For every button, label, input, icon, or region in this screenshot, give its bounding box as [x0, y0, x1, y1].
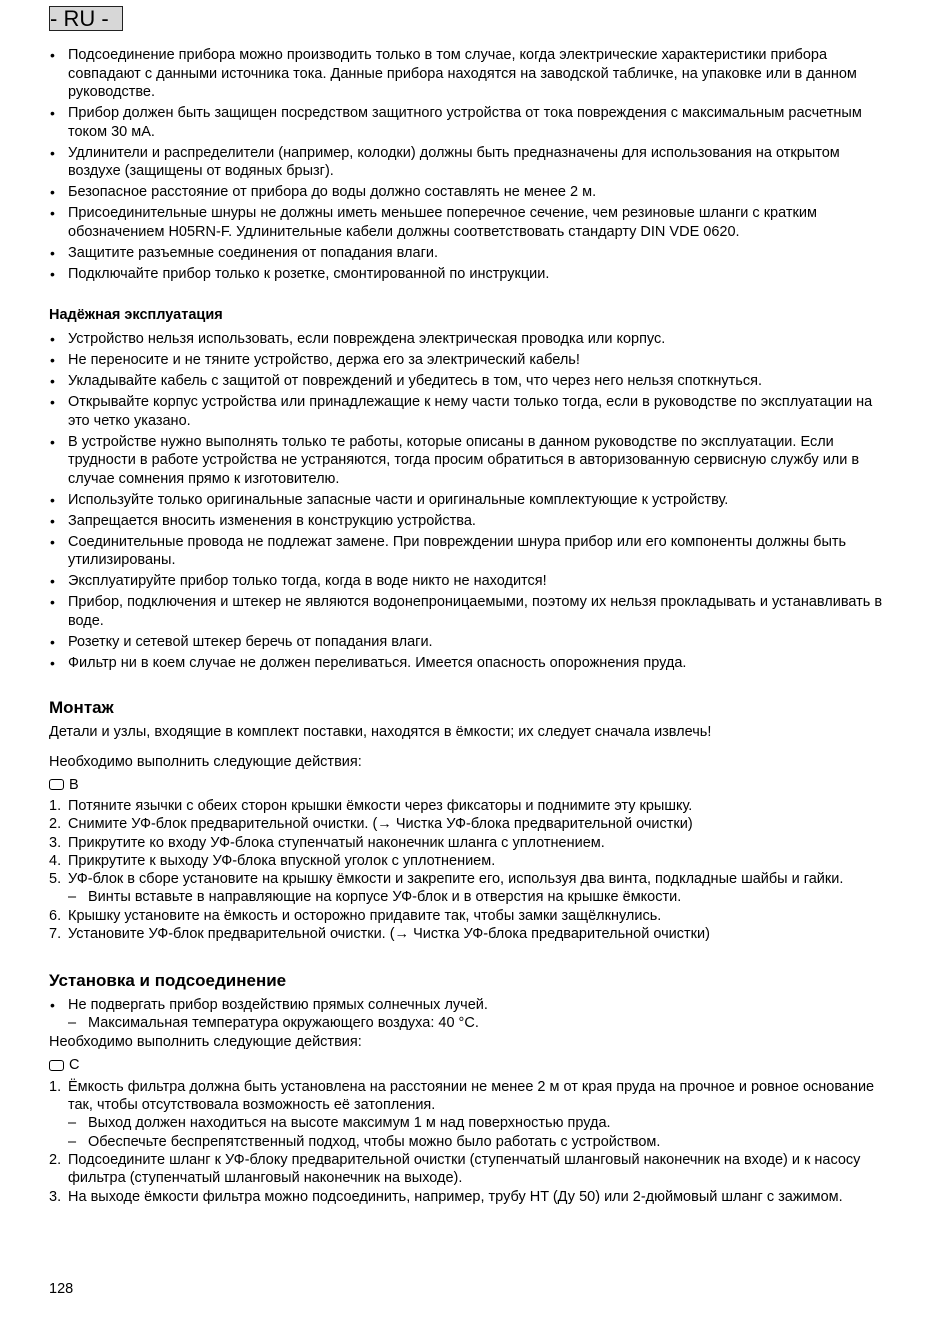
step-item: [49, 815, 894, 833]
step-text: На выходе ёмкости фильтра можно подсоединить, например, трубу HT (Ду 50) или 2-дюймовый шланг с зажимом.: [68, 1188, 843, 1205]
step-text: Ёмкость фильтра должна быть установлена на расстоянии не менее 2 м от края пруда на прочное и ровное основание так, чтобы отсутствовала возможность её затопления.: [68, 1078, 875, 1113]
step-number: 1.: [49, 798, 62, 814]
list-item: • Подсоединение прибора можно производить только в том случае, когда электрические характеристики прибора совпадают с данными источника тока. Данные прибора находятся на заводской табличке, на упаковке или в данном руководстве.: [49, 46, 894, 102]
list-item: • Используйте только оригинальные запасные части и оригинальные комплектующие к устройству.: [49, 491, 894, 510]
assembly-steps: [49, 797, 894, 944]
step-number: 5.: [49, 871, 62, 888]
assembly-steps-intro: Необходимо выполнить следующие действия:: [49, 754, 362, 770]
operation-list: [49, 330, 894, 672]
operation-heading: Надёжная эксплуатация: [49, 307, 223, 323]
step-number: 7.: [49, 926, 62, 943]
assembly-intro: Детали и узлы, входящие в комплект поставки, находятся в ёмкости; их следует сначала извлечь!: [49, 723, 712, 740]
list-item: • Подключайте прибор только к розетке, смонтированной по инструкции.: [49, 265, 894, 284]
step-item: [49, 1188, 894, 1206]
safety-list: [49, 46, 894, 283]
step-item: [49, 1151, 894, 1188]
list-item: • Присоединительные шнуры не должны иметь меньшее поперечное сечение, чем резиновые шланги с кратким обозначением H05RN-F. Удлинительные кабели должны соответствовать стандарту DIN VDE 0620.: [49, 204, 894, 241]
step-number: 4.: [49, 852, 62, 869]
install-list: [49, 996, 894, 1015]
step-item: [49, 852, 894, 870]
step-sub-item: – Выход должен находиться на высоте максимум 1 м над поверхностью пруда.: [49, 1114, 894, 1133]
list-item: • Прибор должен быть защищен посредством защитного устройства от тока повреждения с максимальным расчетным током 30 мА.: [49, 104, 894, 141]
install-steps-intro: Необходимо выполнить следующие действия:: [49, 1033, 362, 1050]
step-item: [49, 925, 894, 943]
step-text: Крышку установите на ёмкость и осторожно придавите так, чтобы замки защёлкнулись.: [68, 907, 662, 924]
step-text: УФ-блок в сборе установите на крышку ёмкости и закрепите его, используя два винта, подкладные шайбы и гайки.: [68, 871, 844, 888]
install-heading: Установка и подсоединение: [49, 970, 287, 990]
list-item: • Запрещается вносить изменения в конструкцию устройства.: [49, 512, 894, 531]
page-number: 128: [49, 1281, 74, 1297]
sub-item: – Максимальная температура окружающего воздуха: 40 °C.: [49, 1014, 894, 1033]
language-tag: - RU -: [49, 6, 123, 31]
install-steps: [49, 1078, 894, 1206]
list-item: • Не переносите и не тяните устройство, держа его за электрический кабель!: [49, 351, 894, 370]
list-item: • Соединительные провода не подлежат замене. При повреждении шнура прибор или его компоненты должны быть утилизированы.: [49, 533, 894, 570]
step-number: 2.: [49, 816, 62, 833]
figure-icon: [49, 779, 64, 790]
list-item: • Эксплуатируйте прибор только тогда, когда в воде никто не находится!: [49, 572, 894, 591]
step-number: 3.: [49, 834, 62, 851]
step-item: [49, 797, 894, 815]
figure-label: B: [69, 776, 79, 793]
list-item: • Фильтр ни в коем случае не должен переливаться. Имеется опасность опорожнения пруда.: [49, 654, 894, 673]
step-text: Прикрутите ко входу УФ-блока ступенчатый наконечник шланга с уплотнением.: [68, 834, 605, 851]
list-item: • Удлинители и распределители (например, колодки) должны быть предназначены для использования на открытом воздухе (защищены от водяных брызг).: [49, 144, 894, 181]
list-item: • Розетку и сетевой штекер беречь от попадания влаги.: [49, 633, 894, 652]
step-number: 3.: [49, 1188, 62, 1205]
step-item: [49, 1078, 894, 1152]
list-item: • Безопасное расстояние от прибора до воды должно составлять не менее 2 м.: [49, 183, 894, 202]
list-item: • Устройство нельзя использовать, если повреждена электрическая проводка или корпус.: [49, 330, 894, 349]
list-item: • Открывайте корпус устройства или принадлежащие к нему части только тогда, если в руководстве по эксплуатации на это четко указано.: [49, 393, 894, 430]
figure-reference: [49, 1056, 894, 1075]
step-item: [49, 870, 894, 907]
step-text: Установите УФ-блок предварительной очистки. (→ Чистка УФ-блока предварительной очистки): [68, 926, 710, 943]
assembly-heading: Монтаж: [49, 697, 114, 717]
figure-icon: [49, 1060, 64, 1071]
step-number: 2.: [49, 1152, 62, 1169]
step-sub-item: – Обеспечьте беспрепятственный подход, чтобы можно было работать с устройством.: [49, 1133, 894, 1152]
step-item: [49, 907, 894, 925]
list-item: • Прибор, подключения и штекер не являются водонепроницаемыми, поэтому их нельзя прокладывать и устанавливать в воде.: [49, 593, 894, 630]
step-text: Подсоедините шланг к УФ-блоку предварительной очистки (ступенчатый шланговый наконечник на входе) и к насосу фильтра (ступенчатый шланговый наконечник на выходе).: [68, 1152, 861, 1187]
figure-label: C: [69, 1057, 80, 1074]
list-item: • Укладывайте кабель с защитой от повреждений и убедитесь в том, что через него нельзя споткнуться.: [49, 372, 894, 391]
list-item: • Защитите разъемные соединения от попадания влаги.: [49, 244, 894, 263]
step-number: 6.: [49, 907, 62, 924]
step-sub-item: – Винты вставьте в направляющие на корпусе УФ-блок и в отверстия на крышке ёмкости.: [49, 888, 894, 907]
step-number: 1.: [49, 1078, 62, 1095]
step-item: [49, 834, 894, 852]
step-text: Прикрутите к выходу УФ-блока впускной уголок с уплотнением.: [68, 852, 496, 869]
step-text: Снимите УФ-блок предварительной очистки. (→ Чистка УФ-блока предварительной очистки): [68, 816, 693, 833]
figure-reference: [49, 776, 894, 795]
list-item: • Не подвергать прибор воздействию прямых солнечных лучей.: [49, 996, 894, 1015]
list-item: • В устройстве нужно выполнять только те работы, которые описаны в данном руководстве по эксплуатации. Если трудности в работе устройства не устраняются, тогда просим обратиться в авторизованную сервисную службу или в случае сомнения прямо к изготовителю.: [49, 433, 894, 489]
page-content: [49, 46, 894, 1206]
step-text: Потяните язычки с обеих сторон крышки ёмкости через фиксаторы и поднимите эту крышку.: [68, 798, 693, 814]
